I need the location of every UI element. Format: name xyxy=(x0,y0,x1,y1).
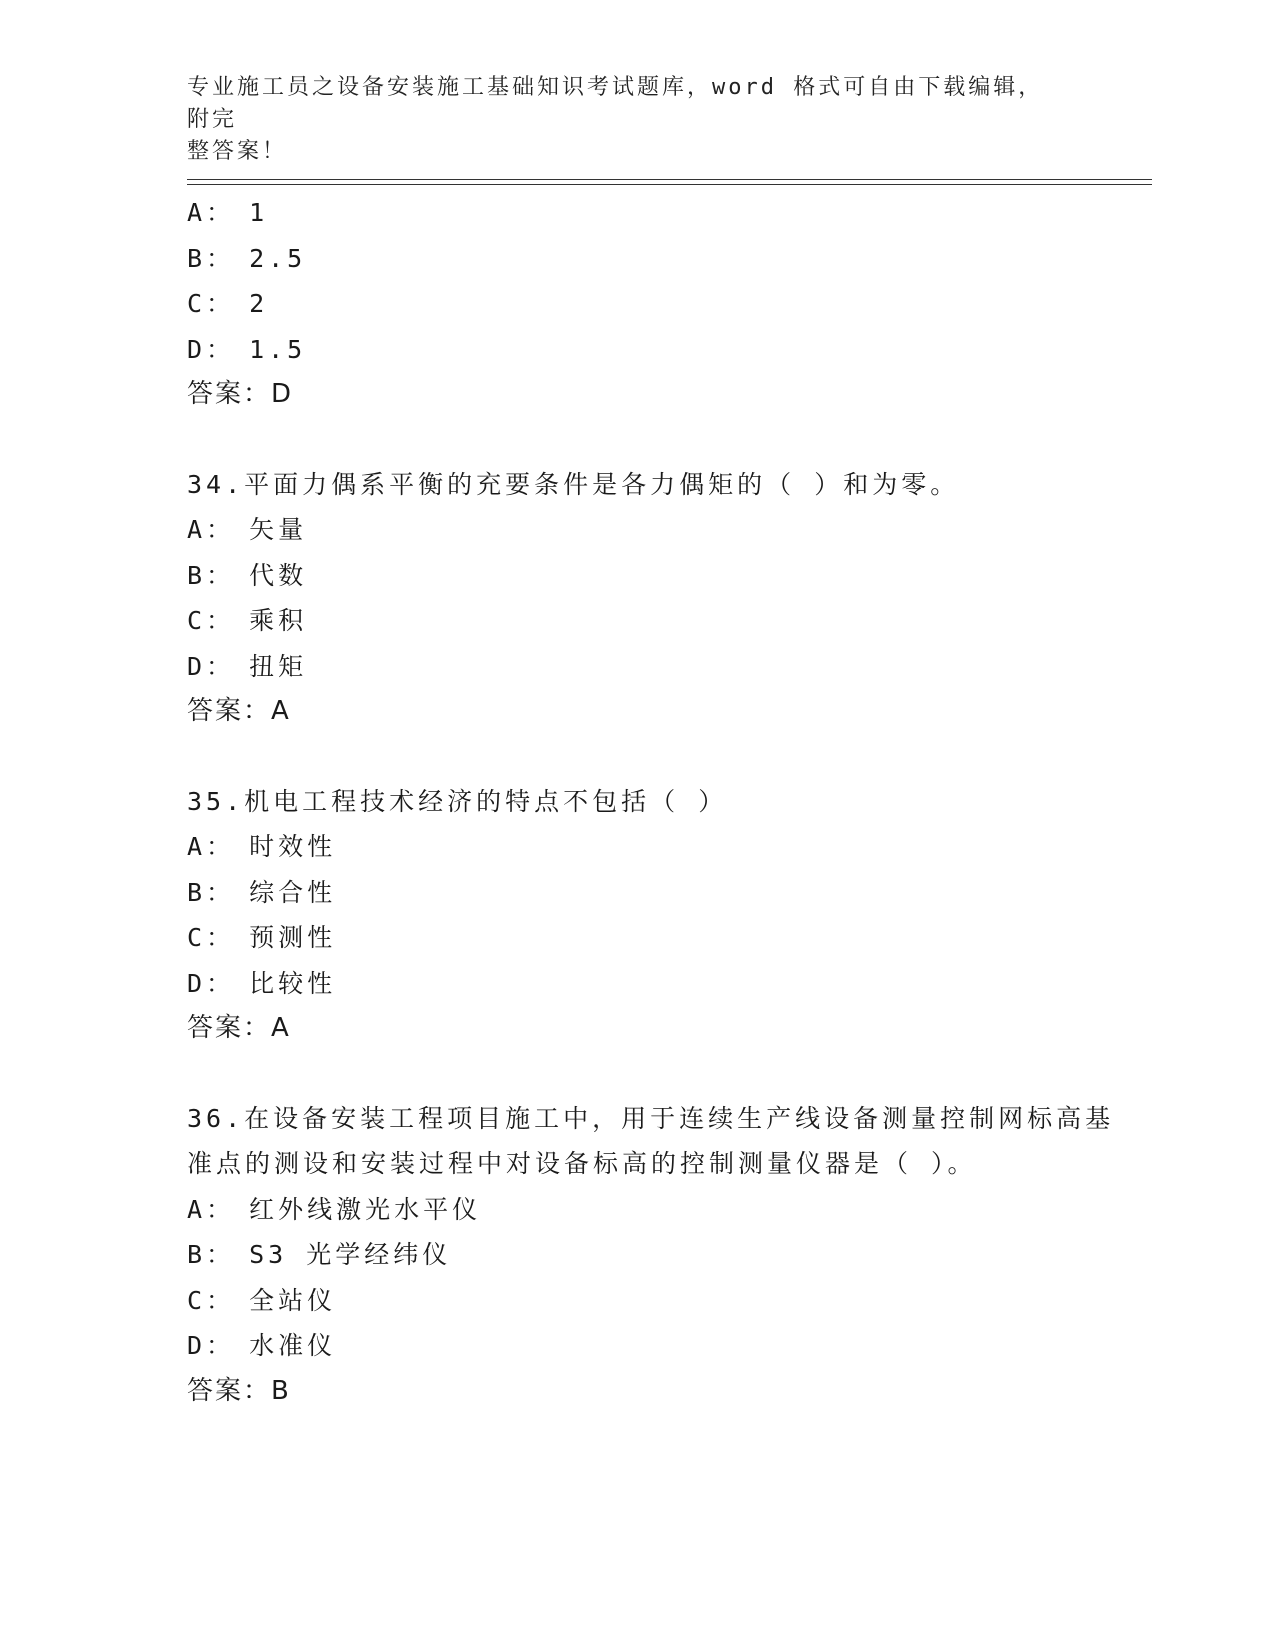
option-text: 2.5 xyxy=(249,243,307,273)
option-key: C： xyxy=(187,289,236,318)
option-a xyxy=(187,1187,1127,1233)
option-text: 1 xyxy=(249,198,269,227)
option-text: 1.5 xyxy=(249,334,307,364)
option-text: 水准仪 xyxy=(249,1331,337,1360)
option-key: C： xyxy=(187,606,236,635)
option-key: C： xyxy=(187,1285,236,1315)
option-key: D： xyxy=(187,968,236,998)
answer-line: 答案：A xyxy=(187,696,291,726)
header-divider-top xyxy=(187,179,1152,180)
answer-line: 答案：D xyxy=(187,379,294,409)
answer-line: 答案：A xyxy=(187,1013,291,1043)
option-b xyxy=(187,236,1127,282)
option-key: A： xyxy=(187,1194,236,1224)
option-key: A： xyxy=(187,832,236,861)
question-stem: 35.机电工程技术经济的特点不包括（ ） xyxy=(187,786,728,816)
option-key: B： xyxy=(187,243,236,273)
header-divider-bottom xyxy=(187,184,1152,185)
option-key: A： xyxy=(187,515,236,544)
option-key: D： xyxy=(187,334,236,364)
option-d xyxy=(187,961,1127,1007)
option-key: D： xyxy=(187,1331,236,1360)
question-block xyxy=(187,190,1127,418)
option-a xyxy=(187,190,1127,236)
option-text: 红外线激光水平仪 xyxy=(249,1194,482,1224)
option-key: B： xyxy=(187,560,236,590)
header-title-line-1: 专业施工员之设备安装施工基础知识考试题库，word 格式可自由下载编辑，附完 xyxy=(187,75,1044,132)
document-header xyxy=(187,72,1067,168)
question-stem: 34.平面力偶系平衡的充要条件是各力偶矩的（ ）和为零。 xyxy=(187,469,960,499)
question-list xyxy=(187,190,1127,1414)
option-c xyxy=(187,598,1127,644)
option-c xyxy=(187,281,1127,327)
option-d xyxy=(187,327,1127,373)
question-block xyxy=(187,779,1127,1052)
option-b xyxy=(187,1232,1127,1278)
option-text: 扭矩 xyxy=(249,651,308,681)
option-a xyxy=(187,507,1127,553)
option-key: D： xyxy=(187,651,236,681)
option-text: 时效性 xyxy=(249,832,337,861)
option-c xyxy=(187,1278,1127,1324)
option-text: 2 xyxy=(249,289,269,318)
option-d xyxy=(187,1323,1127,1369)
option-key: B： xyxy=(187,877,236,907)
option-key: C： xyxy=(187,923,236,952)
option-a xyxy=(187,824,1127,870)
option-text: 矢量 xyxy=(249,515,308,544)
option-text: 乘积 xyxy=(249,606,308,635)
question-block xyxy=(187,1096,1127,1415)
option-text: 代数 xyxy=(249,560,308,590)
option-c xyxy=(187,915,1127,961)
question-block xyxy=(187,462,1127,735)
option-key: B： xyxy=(187,1240,236,1269)
option-text: 综合性 xyxy=(249,877,337,907)
answer-line: 答案：B xyxy=(187,1375,291,1406)
header-title-line-2: 整答案！ xyxy=(187,139,288,164)
option-text: 预测性 xyxy=(249,923,337,952)
option-text: 比较性 xyxy=(249,968,337,998)
option-d xyxy=(187,644,1127,690)
option-key: A： xyxy=(187,198,236,227)
option-b xyxy=(187,553,1127,599)
option-text: 全站仪 xyxy=(249,1285,337,1315)
option-b xyxy=(187,870,1127,916)
question-stem: 36.在设备安装工程项目施工中，用于连续生产线设备测量控制网标高基准点的测设和安装过程中对设备标高的控制测量仪器是（ ）。 xyxy=(187,1103,1115,1178)
option-text: S3 光学经纬仪 xyxy=(249,1240,452,1269)
